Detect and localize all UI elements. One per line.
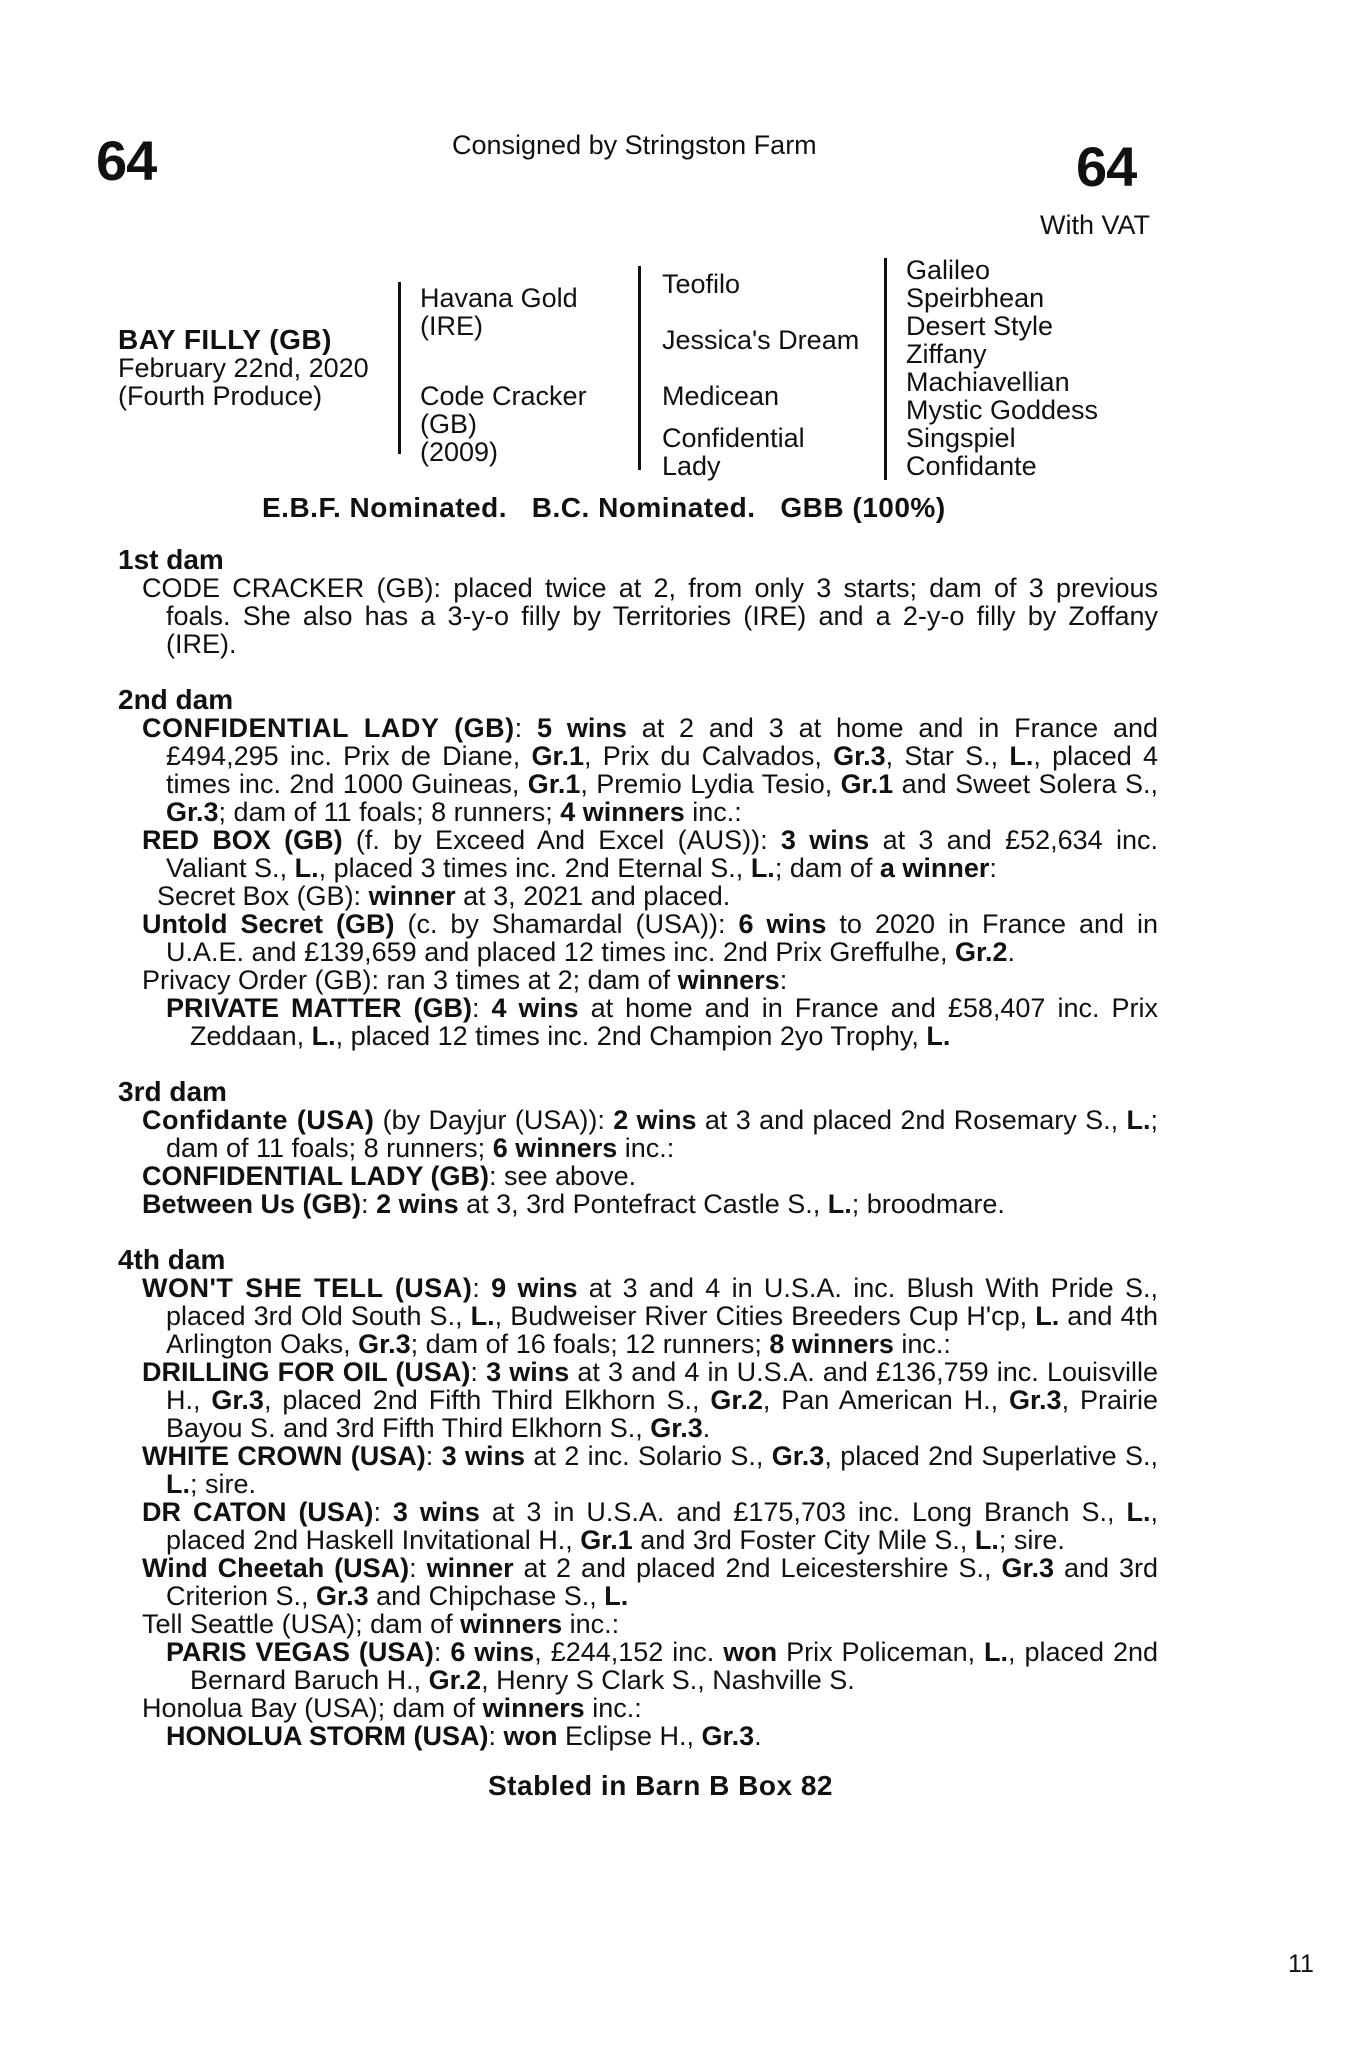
list-item: DR CATON (USA): 3 wins at 3 in U.S.A. and £175,703 inc. Long Branch S., L., placed 2nd Haskell Invitational H., Gr.1 and 3rd Foster City Mile S., L.; sire.	[142, 1497, 1158, 1555]
gen2-sire-sire: Teofilo	[662, 269, 741, 299]
second-dam-produce	[118, 826, 1158, 1050]
pedigree-bar-1	[398, 282, 401, 454]
lot-number-left: 64	[96, 129, 157, 192]
list-item: WHITE CROWN (USA): 3 wins at 2 inc. Solario S., Gr.3, placed 2nd Superlative S., L.; sire.	[142, 1441, 1158, 1499]
stabled-location: Stabled in Barn B Box 82	[488, 1770, 833, 1801]
gen2-dam-sire: Medicean	[662, 381, 780, 411]
list-item: Wind Cheetah (USA): winner at 2 and placed 2nd Leicestershire S., Gr.3 and 3rd Criterion S., Gr.3 and Chipchase S., L.	[142, 1553, 1158, 1611]
first-dam-description: : placed twice at 2, from only 3 starts; dam of 3 previous foals. She also has a 3-y-o filly by Territories (IRE) and a 2-y-o filly by Zoffany (IRE).	[166, 573, 1158, 659]
first-dam-text	[118, 574, 1158, 658]
gen3-3: Desert Style	[906, 311, 1054, 341]
fourth-dam-description: : 9 wins at 3 and 4 in U.S.A. inc. Blush With Pride S., placed 3rd Old South S., L., Budweiser River Cities Breeders Cup H'cp, L. and 4th Arlington Oaks, Gr.3; dam of 16 foals; 12 runners; 8 winners inc.:	[166, 1273, 1159, 1359]
gen3-2: Speirbhean	[906, 283, 1045, 313]
lot-number-right: 64	[1076, 135, 1137, 198]
list-item: RED BOX (GB) (f. by Exceed And Excel (AUS)): 3 wins at 3 and £52,634 inc. Valiant S., L., placed 3 times inc. 2nd Eternal S., L.; dam of a winner:	[142, 825, 1159, 883]
list-item: Honolua Bay (USA); dam of winners inc.:	[142, 1693, 642, 1723]
second-dam-text	[118, 714, 1158, 826]
gen3-6: Mystic Goddess	[906, 395, 1099, 425]
gen3-1: Galileo	[906, 255, 991, 285]
dam-year: (2009)	[420, 437, 499, 467]
gen3-7: Singspiel	[906, 423, 1016, 453]
list-item: Untold Secret (GB) (c. by Shamardal (USA)): 6 wins to 2020 in France and in U.A.E. and £139,659 and placed 12 times inc. 2nd Prix Greffulhe, Gr.2.	[142, 909, 1159, 967]
first-dam-title: 1st dam	[118, 544, 224, 575]
gen3-4: Ziffany	[906, 339, 987, 369]
fourth-dam-name: WON'T SHE TELL (USA)	[142, 1273, 473, 1303]
list-item: Privacy Order (GB): ran 3 times at 2; dam of winners:	[142, 965, 788, 995]
page-number: 11	[1288, 1950, 1314, 1978]
fourth-dam-title: 4th dam	[118, 1244, 226, 1275]
nominations: E.B.F. Nominated. B.C. Nominated. GBB (100%)	[262, 492, 946, 523]
consignor: Consigned by Stringston Farm	[452, 130, 817, 160]
second-dam-section	[118, 686, 1158, 1050]
horse-dob: February 22nd, 2020	[118, 353, 369, 383]
pedigree-bar-2	[638, 266, 641, 470]
second-dam-title: 2nd dam	[118, 684, 234, 715]
list-item: Tell Seattle (USA); dam of winners inc.:	[142, 1609, 620, 1639]
third-dam-name: Confidante (USA)	[142, 1105, 375, 1135]
vat-label: With VAT	[1040, 210, 1151, 240]
gen3-8: Confidante	[906, 451, 1037, 481]
pedigree-bar-3	[884, 258, 887, 480]
second-dam-description: : 5 wins at 2 and 3 at home and in France and £494,295 inc. Prix de Diane, Gr.1, Prix du Calvados, Gr.3, Star S., L., placed 4 times inc. 2nd 1000 Guineas, Gr.1, Premio Lydia Tesio, Gr.1 and Sweet Solera S., Gr.3; dam of 11 foals; 8 runners; 4 winners inc.:	[166, 713, 1159, 827]
list-item: HONOLUA STORM (USA): won Eclipse H., Gr.3.	[166, 1721, 762, 1751]
gen2-dam-dam: Confidential	[662, 423, 805, 453]
sire-country: (IRE)	[420, 311, 483, 341]
fourth-dam-produce	[118, 1358, 1158, 1750]
dam-country: (GB)	[420, 409, 477, 439]
third-dam-produce	[118, 1162, 1158, 1218]
first-dam-section	[118, 546, 1158, 658]
list-item: Between Us (GB): 2 wins at 3, 3rd Pontefract Castle S., L.; broodmare.	[142, 1189, 1005, 1219]
list-item: DRILLING FOR OIL (USA): 3 wins at 3 and 4 in U.S.A. and £136,759 inc. Louisville H., Gr.3, placed 2nd Fifth Third Elkhorn S., Gr.2, Pan American H., Gr.3, Prairie Bayou S. and 3rd Fifth Third Elkhorn S., Gr.3.	[142, 1357, 1159, 1443]
horse-produce: (Fourth Produce)	[118, 381, 323, 411]
third-dam-section	[118, 1078, 1158, 1218]
third-dam-text	[118, 1106, 1158, 1162]
first-dam-name: CODE CRACKER (GB)	[142, 573, 434, 603]
pedigree-notes	[118, 546, 1158, 1750]
horse-name: BAY FILLY (GB)	[118, 324, 332, 355]
list-item: Secret Box (GB): winner at 3, 2021 and placed.	[142, 881, 731, 911]
fourth-dam-section	[118, 1246, 1158, 1750]
fourth-dam-text	[118, 1274, 1158, 1358]
list-item: PARIS VEGAS (USA): 6 wins, £244,152 inc. won Prix Policeman, L., placed 2nd Bernard Baruch H., Gr.2, Henry S Clark S., Nashville S.	[166, 1637, 1158, 1695]
third-dam-title: 3rd dam	[118, 1076, 227, 1107]
third-dam-description: (by Dayjur (USA)): 2 wins at 3 and placed 2nd Rosemary S., L.; dam of 11 foals; 8 runners; 6 winners inc.:	[166, 1105, 1159, 1163]
list-item: PRIVATE MATTER (GB): 4 wins at home and in France and £58,407 inc. Prix Zeddaan, L., placed 12 times inc. 2nd Champion 2yo Trophy, L.	[166, 993, 1158, 1051]
dam-name: Code Cracker	[420, 381, 587, 411]
sire-name: Havana Gold	[420, 283, 578, 313]
gen2-dam-dam-2: Lady	[662, 451, 721, 481]
gen2-sire-dam: Jessica's Dream	[662, 325, 860, 355]
list-item: CONFIDENTIAL LADY (GB): see above.	[142, 1161, 637, 1191]
second-dam-name: CONFIDENTIAL LADY (GB)	[142, 713, 515, 743]
gen3-5: Machiavellian	[906, 367, 1070, 397]
